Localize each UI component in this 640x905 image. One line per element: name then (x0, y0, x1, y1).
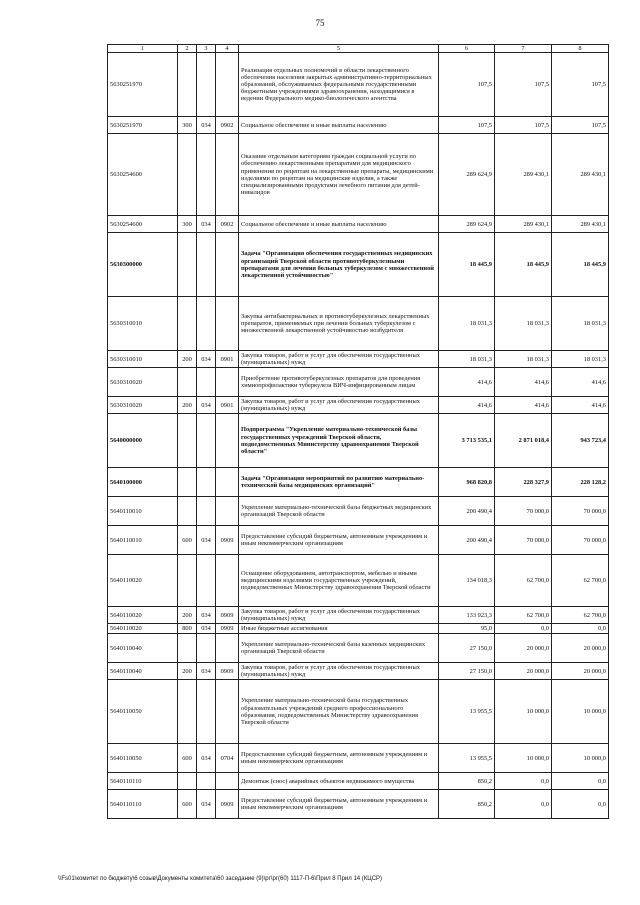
description-cell: Демонтаж (снос) аварийных объектов недвижимого имущества (239, 773, 439, 790)
table-row (108, 773, 609, 790)
ministry-code-cell (197, 555, 216, 607)
amount-year1-cell: 968 820,8 (439, 468, 495, 497)
description-cell: Предоставление субсидий бюджетным, автономным учреждениям и иным некоммерческим организациям (239, 526, 439, 555)
budget-code-cell: 5640110040 (108, 663, 178, 680)
amount-year2-cell: 2 871 018,4 (495, 414, 552, 468)
expense-type-cell: 200 (178, 607, 197, 624)
amount-year3-cell: 228 128,2 (552, 468, 609, 497)
ministry-code-cell (197, 53, 216, 117)
ministry-code-cell (197, 134, 216, 216)
amount-year1-cell: 27 150,0 (439, 663, 495, 680)
budget-code-cell: 5630251970 (108, 53, 178, 117)
description-cell: Оказание отдельным категориям граждан социальной услуги по обеспечению лекарственными препаратами для медицинского применения по рецептам на лекарственные препараты, медицинскими изделиями по рецептам на медицинские изделия, а также специализированными продуктами лечебного питания для детей-инвалидов (239, 134, 439, 216)
section-code-cell: 0901 (216, 351, 239, 368)
description-cell: Закупка антибактериальных и противотуберкулезных лекарственных препаратов, применяемых при лечении больных туберкулезом с множественной лекарственной устойчивостью возбудителя (239, 297, 439, 351)
description-cell: Укрепление материально-технической базы бюджетных медицинских организаций Тверской области (239, 497, 439, 526)
budget-code-cell: 5640110010 (108, 526, 178, 555)
ministry-code-cell: 034 (197, 216, 216, 233)
amount-year2-cell: 10 000,0 (495, 744, 552, 773)
expense-type-cell: 300 (178, 216, 197, 233)
description-cell: Социальное обеспечение и иные выплаты населению (239, 216, 439, 233)
description-cell: Задача "Организация мероприятий по развитию материально-технической базы медицинских организаций" (239, 468, 439, 497)
amount-year3-cell: 0,0 (552, 773, 609, 790)
expense-type-cell: 200 (178, 663, 197, 680)
table-row (108, 117, 609, 134)
description-cell: Предоставление субсидий бюджетным, автономным учреждениям и иным некоммерческим организациям (239, 790, 439, 819)
amount-year2-cell: 62 700,0 (495, 607, 552, 624)
table-row (108, 216, 609, 233)
expense-type-cell (178, 773, 197, 790)
budget-code-cell: 5630310020 (108, 397, 178, 414)
section-code-cell: 0901 (216, 397, 239, 414)
section-code-cell (216, 468, 239, 497)
section-code-cell (216, 368, 239, 397)
column-header: 4 (216, 45, 239, 53)
amount-year2-cell: 107,5 (495, 53, 552, 117)
amount-year1-cell: 200 490,4 (439, 497, 495, 526)
amount-year3-cell: 943 723,4 (552, 414, 609, 468)
amount-year2-cell: 289 430,1 (495, 216, 552, 233)
amount-year1-cell: 13 955,5 (439, 680, 495, 744)
description-cell: Реализация отдельных полномочий в области лекарственного обеспечения населения закрытых административно-территориальных образований, обслуживаемых федеральными государственными бюджетными учреждениями здравоохранения, находящимися в ведении Федерального медико-биологического агентства (239, 53, 439, 117)
amount-year3-cell: 62 700,0 (552, 555, 609, 607)
amount-year2-cell: 228 327,9 (495, 468, 552, 497)
column-header: 8 (552, 45, 609, 53)
section-code-cell (216, 53, 239, 117)
table-row (108, 624, 609, 634)
header-row (108, 45, 609, 53)
table-row (108, 233, 609, 297)
expense-type-cell: 600 (178, 526, 197, 555)
expense-type-cell (178, 368, 197, 397)
amount-year1-cell: 3 713 535,1 (439, 414, 495, 468)
ministry-code-cell (197, 468, 216, 497)
amount-year3-cell: 10 000,0 (552, 680, 609, 744)
table-row (108, 680, 609, 744)
budget-code-cell: 5640110010 (108, 497, 178, 526)
expense-type-cell (178, 497, 197, 526)
budget-code-cell: 5640100000 (108, 468, 178, 497)
ministry-code-cell (197, 634, 216, 663)
column-header: 7 (495, 45, 552, 53)
amount-year2-cell: 18 031,3 (495, 351, 552, 368)
budget-code-cell: 5640110020 (108, 607, 178, 624)
table-row (108, 297, 609, 351)
amount-year3-cell: 289 430,1 (552, 216, 609, 233)
expense-type-cell (178, 233, 197, 297)
description-cell: Приобретение противотуберкулезных препаратов для проведения химиопрофилактики туберкулеза ВИЧ-инфицированным лицам (239, 368, 439, 397)
ministry-code-cell (197, 414, 216, 468)
table-row (108, 607, 609, 624)
expense-type-cell (178, 680, 197, 744)
amount-year3-cell: 62 700,0 (552, 607, 609, 624)
budget-code-cell: 5640110050 (108, 680, 178, 744)
expense-type-cell: 200 (178, 397, 197, 414)
section-code-cell: 0902 (216, 216, 239, 233)
section-code-cell (216, 414, 239, 468)
amount-year2-cell: 70 000,0 (495, 526, 552, 555)
amount-year3-cell: 107,5 (552, 117, 609, 134)
table-row (108, 555, 609, 607)
amount-year3-cell: 70 000,0 (552, 497, 609, 526)
amount-year1-cell: 18 031,3 (439, 297, 495, 351)
ministry-code-cell: 034 (197, 117, 216, 134)
amount-year1-cell: 107,5 (439, 53, 495, 117)
amount-year2-cell: 10 000,0 (495, 680, 552, 744)
amount-year3-cell: 289 430,1 (552, 134, 609, 216)
table-row (108, 526, 609, 555)
ministry-code-cell: 034 (197, 663, 216, 680)
amount-year2-cell: 62 700,0 (495, 555, 552, 607)
amount-year2-cell: 70 000,0 (495, 497, 552, 526)
description-cell: Закупка товаров, работ и услуг для обеспечения государственных (муниципальных) нужд (239, 351, 439, 368)
section-code-cell: 0902 (216, 117, 239, 134)
amount-year2-cell: 20 000,0 (495, 634, 552, 663)
description-cell: Иные бюджетные ассигнования (239, 624, 439, 634)
amount-year3-cell: 10 000,0 (552, 744, 609, 773)
description-cell: Закупка товаров, работ и услуг для обеспечения государственных (муниципальных) нужд (239, 397, 439, 414)
description-cell: Задача "Организация обеспечения государственных медицинских организаций Тверской области противотуберкулезными препаратами для лечения больных туберкулезом с множественной лекарственной устойчивостью" (239, 233, 439, 297)
section-code-cell: 0704 (216, 744, 239, 773)
section-code-cell (216, 134, 239, 216)
table-row (108, 134, 609, 216)
section-code-cell (216, 680, 239, 744)
amount-year1-cell: 289 624,9 (439, 216, 495, 233)
description-cell: Укрепление материально-технической базы государственных образовательных учреждений среднего профессионального образования, подведомственных Министерству здравоохранения Тверской области (239, 680, 439, 744)
amount-year2-cell: 414,6 (495, 368, 552, 397)
expense-type-cell: 800 (178, 624, 197, 634)
ministry-code-cell (197, 497, 216, 526)
description-cell: Оснащение оборудованием, автотранспортом, мебелью и иными медицинскими изделиями государственных учреждений, подведомственных Министерству здравоохранения Тверской области (239, 555, 439, 607)
section-code-cell (216, 233, 239, 297)
column-header: 5 (239, 45, 439, 53)
budget-code-cell: 5630310010 (108, 297, 178, 351)
section-code-cell (216, 555, 239, 607)
amount-year2-cell: 107,5 (495, 117, 552, 134)
table-row (108, 397, 609, 414)
table-row (108, 468, 609, 497)
column-header: 2 (178, 45, 197, 53)
description-cell: Предоставление субсидий бюджетным, автономным учреждениям и иным некоммерческим организациям (239, 744, 439, 773)
ministry-code-cell: 034 (197, 607, 216, 624)
amount-year3-cell: 0,0 (552, 624, 609, 634)
budget-code-cell: 5640110020 (108, 624, 178, 634)
expense-type-cell (178, 53, 197, 117)
table-row (108, 663, 609, 680)
amount-year3-cell: 18 445,9 (552, 233, 609, 297)
table-row (108, 351, 609, 368)
page-number: 75 (315, 18, 325, 28)
section-code-cell: 0909 (216, 790, 239, 819)
amount-year1-cell: 850,2 (439, 773, 495, 790)
budget-code-cell: 5630300000 (108, 233, 178, 297)
expense-type-cell (178, 414, 197, 468)
expense-type-cell (178, 468, 197, 497)
budget-code-cell: 5630254600 (108, 216, 178, 233)
amount-year1-cell: 289 624,9 (439, 134, 495, 216)
amount-year1-cell: 850,2 (439, 790, 495, 819)
amount-year3-cell: 70 000,0 (552, 526, 609, 555)
ministry-code-cell (197, 773, 216, 790)
section-code-cell (216, 297, 239, 351)
table-row (108, 414, 609, 468)
amount-year1-cell: 107,5 (439, 117, 495, 134)
section-code-cell (216, 634, 239, 663)
file-path-footer: \\Fs01\комитет по бюджету\6 созыв\Документы комитета\60 заседание (9)\рг\рг(60) 1117-П-6\Прил 8 Прил 14 (КЦСР) (58, 876, 383, 882)
expense-type-cell (178, 555, 197, 607)
table-row (108, 53, 609, 117)
amount-year1-cell: 13 955,5 (439, 744, 495, 773)
amount-year2-cell: 289 430,1 (495, 134, 552, 216)
ministry-code-cell: 034 (197, 744, 216, 773)
section-code-cell: 0909 (216, 607, 239, 624)
amount-year1-cell: 414,6 (439, 397, 495, 414)
amount-year3-cell: 0,0 (552, 790, 609, 819)
section-code-cell: 0909 (216, 663, 239, 680)
amount-year2-cell: 0,0 (495, 773, 552, 790)
amount-year2-cell: 18 445,9 (495, 233, 552, 297)
budget-code-cell: 5640110110 (108, 790, 178, 819)
ministry-code-cell: 034 (197, 526, 216, 555)
ministry-code-cell (197, 233, 216, 297)
amount-year2-cell: 18 031,3 (495, 297, 552, 351)
section-code-cell (216, 773, 239, 790)
budget-code-cell: 5640110050 (108, 744, 178, 773)
table-row (108, 744, 609, 773)
expense-type-cell (178, 634, 197, 663)
table-row (108, 634, 609, 663)
amount-year1-cell: 134 018,3 (439, 555, 495, 607)
amount-year3-cell: 20 000,0 (552, 663, 609, 680)
expense-type-cell: 200 (178, 351, 197, 368)
amount-year1-cell: 18 031,3 (439, 351, 495, 368)
ministry-code-cell (197, 368, 216, 397)
table-row (108, 368, 609, 397)
ministry-code-cell (197, 297, 216, 351)
column-header: 3 (197, 45, 216, 53)
amount-year1-cell: 27 150,0 (439, 634, 495, 663)
expense-type-cell: 300 (178, 117, 197, 134)
budget-code-cell: 5630251970 (108, 117, 178, 134)
amount-year1-cell: 414,6 (439, 368, 495, 397)
amount-year3-cell: 20 000,0 (552, 634, 609, 663)
budget-code-cell: 5640000000 (108, 414, 178, 468)
table-row (108, 790, 609, 819)
amount-year1-cell: 133 923,3 (439, 607, 495, 624)
amount-year1-cell: 18 445,9 (439, 233, 495, 297)
budget-code-cell: 5640110040 (108, 634, 178, 663)
expense-type-cell: 600 (178, 744, 197, 773)
description-cell: Укрепление материально-технической базы казенных медицинских организаций Тверской области (239, 634, 439, 663)
amount-year3-cell: 18 031,3 (552, 351, 609, 368)
section-code-cell: 0909 (216, 526, 239, 555)
amount-year2-cell: 0,0 (495, 624, 552, 634)
section-code-cell: 0909 (216, 624, 239, 634)
section-code-cell (216, 497, 239, 526)
amount-year3-cell: 414,6 (552, 397, 609, 414)
column-header: 1 (108, 45, 178, 53)
expense-type-cell: 600 (178, 790, 197, 819)
ministry-code-cell (197, 680, 216, 744)
table-row (108, 497, 609, 526)
budget-table (107, 44, 609, 819)
expense-type-cell (178, 134, 197, 216)
budget-code-cell: 5630254600 (108, 134, 178, 216)
ministry-code-cell: 034 (197, 624, 216, 634)
description-cell: Подпрограмма "Укрепление материально-технической базы государственных учреждений Тверской области, подведомственных Министерству здравоохранения Тверской области" (239, 414, 439, 468)
ministry-code-cell: 034 (197, 351, 216, 368)
column-header: 6 (439, 45, 495, 53)
description-cell: Социальное обеспечение и иные выплаты населению (239, 117, 439, 134)
budget-code-cell: 5630310010 (108, 351, 178, 368)
amount-year3-cell: 107,5 (552, 53, 609, 117)
amount-year2-cell: 20 000,0 (495, 663, 552, 680)
amount-year3-cell: 18 031,3 (552, 297, 609, 351)
amount-year2-cell: 0,0 (495, 790, 552, 819)
amount-year2-cell: 414,6 (495, 397, 552, 414)
description-cell: Закупка товаров, работ и услуг для обеспечения государственных (муниципальных) нужд (239, 663, 439, 680)
expense-type-cell (178, 297, 197, 351)
amount-year1-cell: 95,0 (439, 624, 495, 634)
ministry-code-cell: 034 (197, 790, 216, 819)
budget-code-cell: 5640110110 (108, 773, 178, 790)
amount-year1-cell: 200 490,4 (439, 526, 495, 555)
amount-year3-cell: 414,6 (552, 368, 609, 397)
budget-code-cell: 5630310020 (108, 368, 178, 397)
ministry-code-cell: 034 (197, 397, 216, 414)
description-cell: Закупка товаров, работ и услуг для обеспечения государственных (муниципальных) нужд (239, 607, 439, 624)
budget-code-cell: 5640110020 (108, 555, 178, 607)
